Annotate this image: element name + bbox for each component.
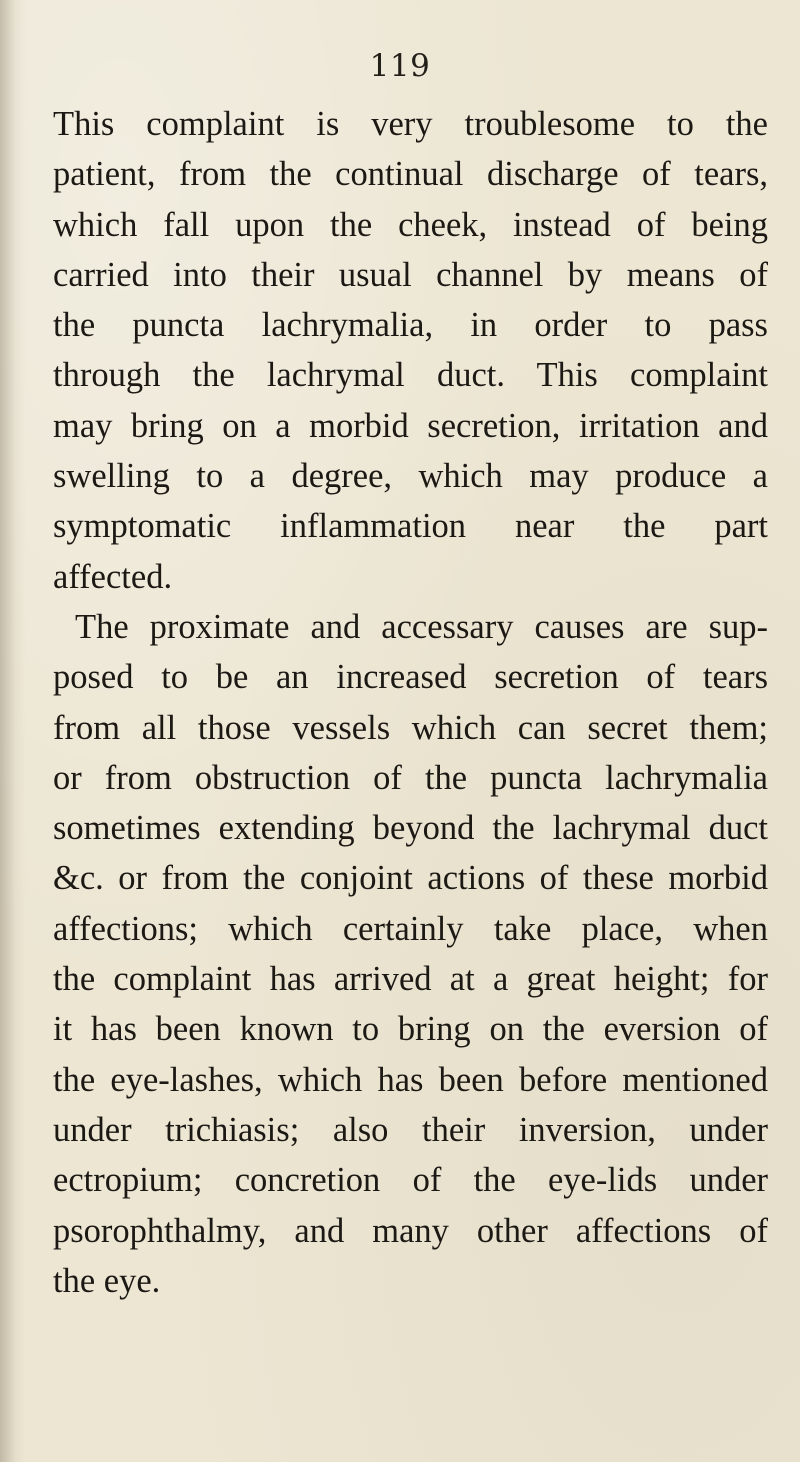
text-line: through the lachrymal duct. This complaint (53, 356, 768, 395)
text-line: The proximate and accessary causes are sup- (75, 607, 768, 646)
text-line: it has been known to bring on the eversion of (53, 1010, 768, 1049)
text-line: swelling to a degree, which may produce a (53, 457, 768, 496)
text-line: &c. or from the conjoint actions of these morbid (53, 859, 768, 898)
body-text (53, 99, 768, 1306)
text-line: patient, from the continual discharge of tears, (53, 155, 768, 194)
text-line: under trichiasis; also their inversion, under (53, 1110, 768, 1149)
text-line: the eye-lashes, which has been before mentioned (53, 1060, 768, 1099)
text-line: the complaint has arrived at a great height; for (53, 960, 768, 999)
text-line: affected. (53, 557, 173, 596)
text-line: affections; which certainly take place, when (53, 909, 768, 948)
text-line: the eye. (53, 1261, 161, 1300)
text-line: the puncta lachrymalia, in order to pass (53, 306, 768, 345)
text-line: psorophthalmy, and many other affections of (53, 1211, 768, 1250)
text-line: sometimes extending beyond the lachrymal duct (53, 809, 768, 848)
text-line: posed to be an increased secretion of tears (53, 658, 768, 697)
text-line: or from obstruction of the puncta lachrymalia (53, 758, 768, 797)
text-line: which fall upon the cheek, instead of being (53, 205, 768, 244)
text-line: may bring on a morbid secretion, irritation and (53, 406, 768, 445)
text-line: carried into their usual channel by means of (53, 255, 768, 294)
paragraph (53, 99, 768, 602)
text-line: This complaint is very troublesome to the (53, 105, 768, 143)
text-line: from all those vessels which can secret them; (53, 708, 768, 747)
page-edge-shadow (0, 0, 26, 1462)
text-line: ectropium; concretion of the eye-lids under (53, 1161, 768, 1200)
page-number: 119 (369, 48, 431, 84)
text-line: symptomatic inflammation near the part (53, 507, 768, 546)
paragraph (53, 602, 768, 1306)
